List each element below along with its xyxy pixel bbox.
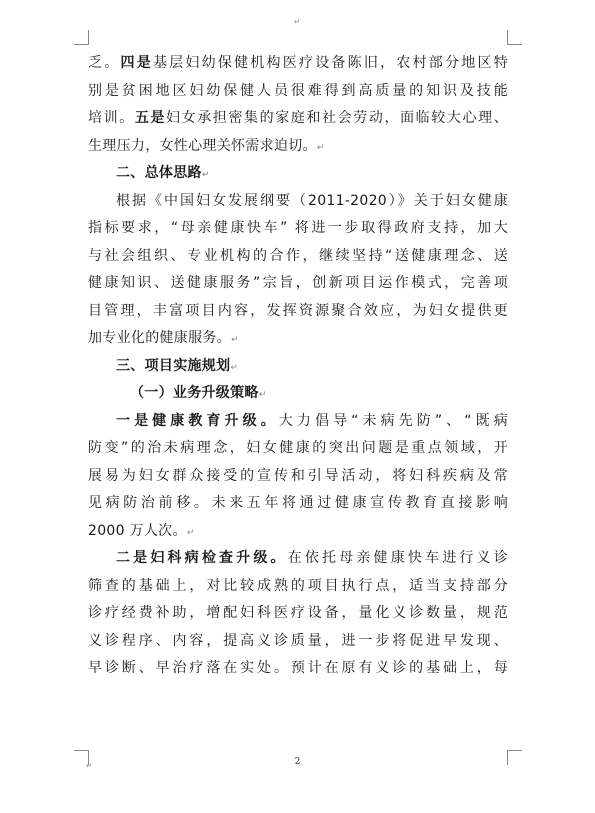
text-run: 指标要求，“母亲健康快车” 将进一步取得政府支持，加大 — [88, 220, 508, 236]
bold-text-run: 二、总体思路 — [116, 165, 202, 181]
text-run: 生理压力，女性心理关怀需求迫切。 — [88, 137, 317, 154]
crop-mark-top-left — [74, 30, 89, 45]
footer-paragraph-mark: ↵ — [86, 762, 92, 770]
text-run: 加专业化的健康服务。 — [88, 330, 231, 346]
text-line — [88, 600, 508, 628]
text-run: 2000 万人次。 — [88, 522, 187, 539]
text-run: 乏。 — [88, 55, 121, 71]
text-line — [88, 243, 508, 271]
text-run: 妇女承担密集的家庭和社会劳动，面临较大心理、 — [166, 110, 508, 126]
text-run: 根据《中国妇女发展纲要（2011-2020）》关于妇女健康 — [116, 192, 508, 209]
text-run: 诊疗经费补助，增配妇科医疗设备，量化义诊数量，规范 — [88, 605, 508, 621]
bold-text-run: （一）业务升级策略 — [130, 385, 259, 401]
text-line — [88, 50, 508, 78]
text-run: 大力倡导“未病先防”、“既病 — [278, 412, 508, 429]
text-line — [88, 435, 508, 463]
paragraph-mark: ↵ — [201, 170, 210, 180]
text-line — [88, 133, 508, 161]
text-run: 与社会组织、专业机构的合作，继续坚持“送健康理念、送 — [88, 247, 508, 264]
text-run: 展易为妇女群众接受的宣传和引导活动，将妇科疾病及常 — [88, 467, 508, 484]
text-run: 基层妇幼保健机构医疗设备陈旧，农村部分地区特 — [152, 55, 508, 71]
text-line — [88, 545, 508, 573]
text-line — [88, 518, 508, 546]
text-line — [88, 188, 508, 216]
text-run: 培训。 — [88, 110, 135, 126]
text-line — [88, 628, 508, 656]
bold-text-run: 一是健康教育升级。 — [116, 412, 279, 429]
text-line — [88, 655, 508, 683]
text-run: 见病防治前移。未来五年将通过健康宣传教育直接影响 — [88, 495, 508, 511]
text-line — [88, 270, 508, 298]
bold-text-run: 四是 — [120, 55, 153, 71]
text-run: 义诊程序、内容，提高义诊质量，进一步将促进早发现、 — [88, 632, 508, 649]
text-line — [88, 490, 508, 518]
document-body[interactable] — [88, 50, 508, 683]
text-run: 早诊断、早治疗落在实处。预计在原有义诊的基础上，每 — [88, 660, 508, 676]
paragraph-mark: ↵ — [258, 390, 267, 400]
text-line — [88, 298, 508, 326]
text-line — [88, 463, 508, 491]
text-line — [88, 573, 508, 601]
text-run: 防变”的治未病理念，妇女健康的突出问题是重点领域，开 — [88, 440, 508, 456]
text-run: 在依托母亲健康快车进行义诊 — [287, 550, 508, 566]
text-line — [88, 325, 508, 353]
paragraph-mark: ↵ — [186, 527, 195, 538]
text-line — [88, 408, 508, 436]
paragraph-mark: ↵ — [231, 335, 239, 345]
bold-text-run: 二是妇科病检查升级。 — [116, 550, 288, 566]
text-run: 筛查的基础上，对比较成熟的项目执行点，适当支持部分 — [88, 577, 508, 594]
crop-mark-top-right — [507, 30, 522, 45]
text-line — [88, 78, 508, 106]
text-line — [88, 353, 508, 381]
text-run: 健康知识、送健康服务”宗旨，创新项目运作模式，完善项 — [88, 275, 508, 291]
header-paragraph-mark: ↵ — [294, 18, 300, 26]
text-run: 别是贫困地区妇幼保健人员很难得到高质量的知识及技能 — [88, 82, 508, 99]
text-line — [88, 215, 508, 243]
text-run: 目管理，丰富项目内容，发挥资源聚合效应，为妇女提供更 — [88, 302, 508, 319]
paragraph-mark: ↵ — [230, 362, 239, 373]
text-line — [88, 105, 508, 133]
bold-text-run: 五是 — [134, 110, 167, 126]
page-number: 2 — [294, 757, 301, 767]
bold-text-run: 三、项目实施规划 — [116, 357, 231, 374]
paragraph-mark: ↵ — [316, 142, 325, 153]
text-line — [88, 160, 508, 188]
text-line — [88, 380, 508, 408]
